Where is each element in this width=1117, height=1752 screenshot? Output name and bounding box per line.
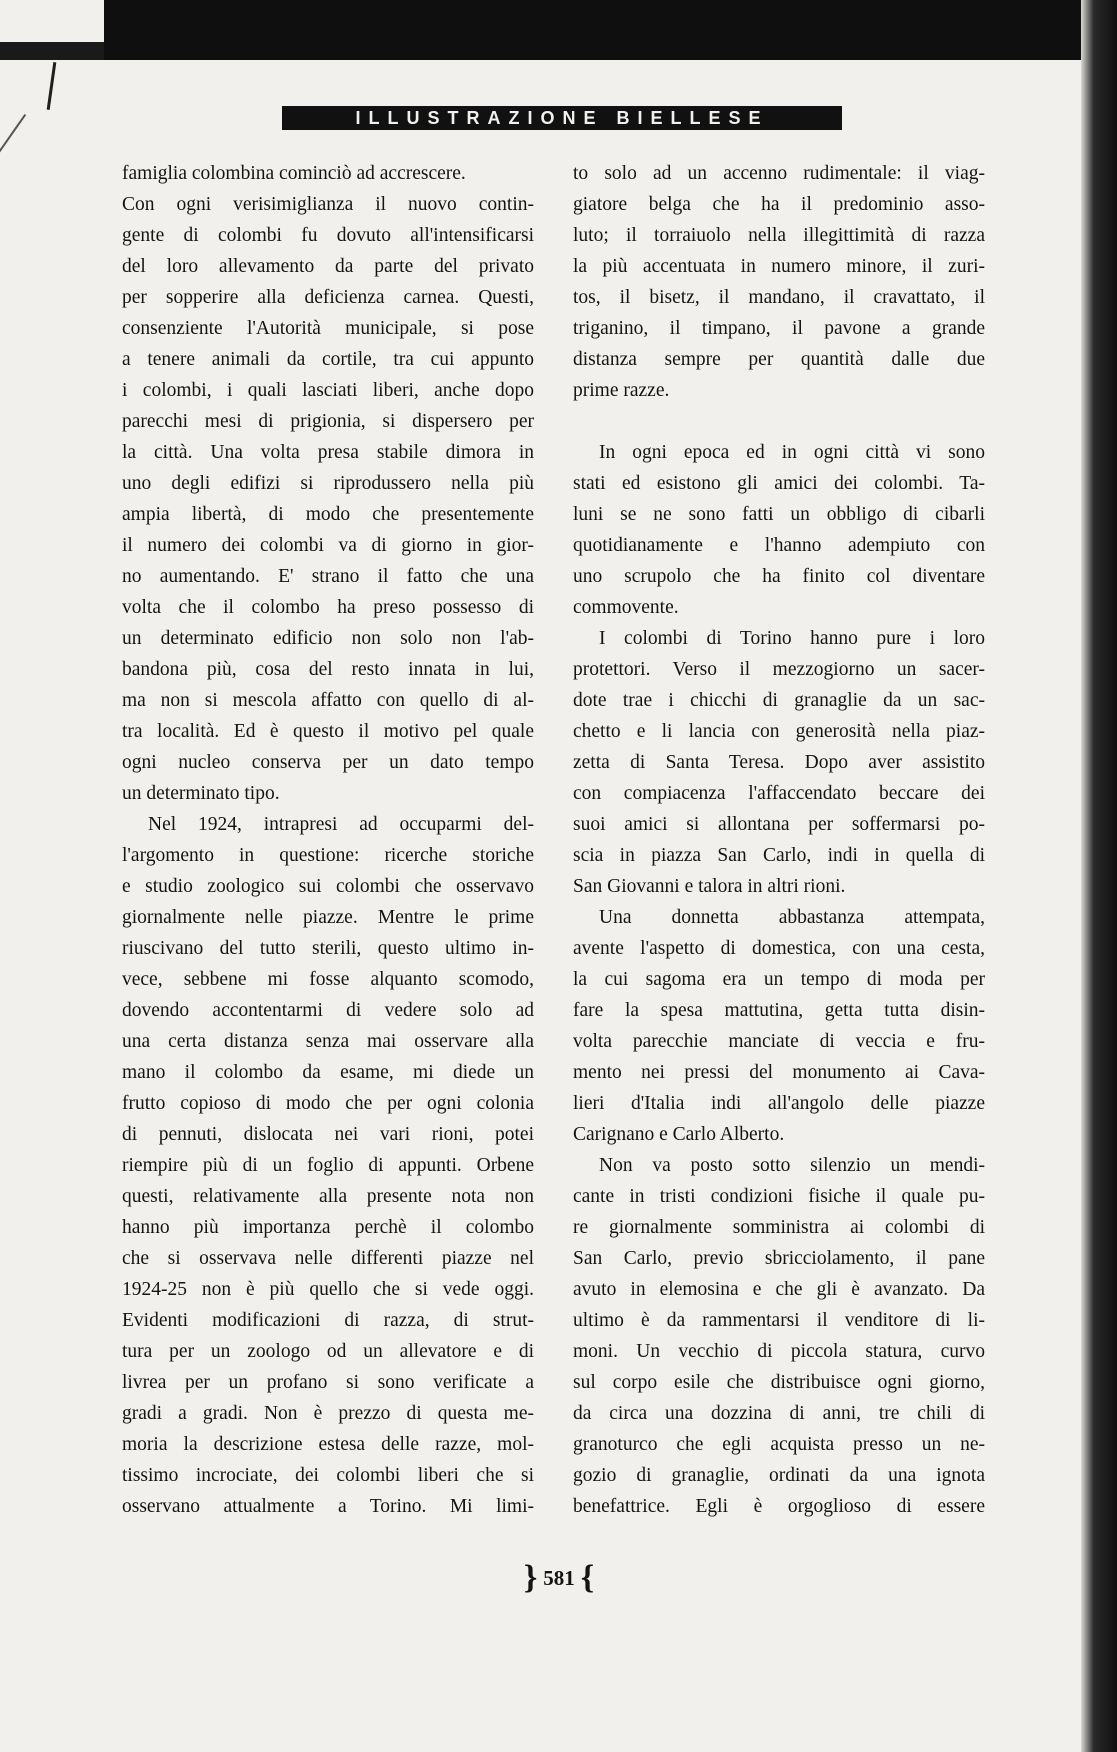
text-line: tura per un zoologo od un allevatore e di — [122, 1341, 534, 1362]
text-line: a tenere animali da cortile, tra cui appunto — [122, 349, 534, 370]
text-line: il numero dei colombi va di giorno in gior- — [122, 535, 534, 556]
text-line: mano il colombo da esame, mi diede un — [122, 1062, 534, 1083]
text-line: osservano attualmente a Torino. Mi limi- — [122, 1496, 534, 1517]
text-line: San Giovanni e talora in altri rioni. — [573, 876, 846, 897]
text-line: che si osservava nelle differenti piazze nel — [122, 1248, 534, 1269]
running-header: ILLUSTRAZIONE BIELLESE — [282, 106, 842, 130]
text-line: 1924-25 non è più quello che si vede oggi. — [122, 1279, 534, 1300]
text-column-right — [573, 158, 985, 1522]
text-line: un determinato edificio non solo non l'ab- — [122, 628, 534, 649]
text-line: Nel 1924, intrapresi ad occuparmi del- — [148, 814, 534, 835]
text-line: parecchi mesi di prigionia, si dispersero per — [122, 411, 534, 432]
text-line: la città. Una volta presa stabile dimora in — [122, 442, 534, 463]
text-line: to solo ad un accenno rudimentale: il viag- — [573, 163, 985, 184]
text-line: uno scrupolo che ha finito col diventare — [573, 566, 985, 587]
text-line: scia in piazza San Carlo, indi in quella di — [573, 845, 985, 866]
text-line: triganino, il timpano, il pavone a grande — [573, 318, 985, 339]
text-line: avuto in elemosina e che gli è avanzato. Da — [573, 1279, 985, 1300]
text-line: la più accentuata in numero minore, il zuri- — [573, 256, 985, 277]
scan-border-top-left — [0, 42, 104, 60]
text-line: lieri d'Italia indi all'angolo delle piazze — [573, 1093, 985, 1114]
text-line: hanno più importanza perchè il colombo — [122, 1217, 534, 1238]
text-line: I colombi di Torino hanno pure i loro — [599, 628, 985, 649]
text-line: ogni nucleo conserva per un dato tempo — [122, 752, 534, 773]
text-line: sul corpo esile che distribuisce ogni giorno, — [573, 1372, 985, 1393]
text-line: Non va posto sotto silenzio un mendi- — [599, 1155, 985, 1176]
text-line: consenziente l'Autorità municipale, si pose — [122, 318, 534, 339]
text-line: gozio di granaglie, ordinati da una ignota — [573, 1465, 985, 1486]
text-line: livrea per un profano si sono verificate a — [122, 1372, 534, 1393]
text-line: tra località. Ed è questo il motivo pel quale — [122, 721, 534, 742]
text-line: granoturco che egli acquista presso un ne- — [573, 1434, 985, 1455]
text-line: re giornalmente somministra ai colombi di — [573, 1217, 985, 1238]
text-line: e studio zoologico sui colombi che osservavo — [122, 876, 534, 897]
text-line: avente l'aspetto di domestica, con una cesta, — [573, 938, 985, 959]
scan-mark-2 — [0, 114, 26, 156]
text-line: quotidianamente e l'hanno adempiuto con — [573, 535, 985, 556]
text-line: giatore belga che ha il predominio asso- — [573, 194, 985, 215]
page-number — [504, 1556, 614, 1596]
text-line: San Carlo, previo sbricciolamento, il pane — [573, 1248, 985, 1269]
text-line: luni se ne sono fatti un obbligo di cibarli — [573, 504, 985, 525]
text-line: riempire più di un foglio di appunti. Orbene — [122, 1155, 534, 1176]
text-line: ampia libertà, di modo che presentemente — [122, 504, 534, 525]
text-line: benefattrice. Egli è orgoglioso di essere — [573, 1496, 985, 1517]
text-line: con compiacenza l'affaccendato beccare dei — [573, 783, 985, 804]
text-line: moria la descrizione estesa delle razze, mol- — [122, 1434, 534, 1455]
text-line: un determinato tipo. — [122, 783, 280, 804]
text-line: del loro allevamento da parte del privato — [122, 256, 534, 277]
text-line: In ogni epoca ed in ogni città vi sono — [599, 442, 985, 463]
text-line: vece, sebbene mi fosse alquanto scomodo, — [122, 969, 534, 990]
text-line: no aumentando. E' strano il fatto che una — [122, 566, 534, 587]
scan-border-right — [1081, 0, 1117, 1752]
text-line: famiglia colombina cominciò ad accrescere. — [122, 163, 466, 184]
text-line: volta che il colombo ha preso possesso di — [122, 597, 534, 618]
text-line — [573, 406, 985, 437]
text-line: l'argomento in questione: ricerche storiche — [122, 845, 534, 866]
text-line: ultimo è da rammentarsi il venditore di li- — [573, 1310, 985, 1331]
text-line: prime razze. — [573, 380, 670, 401]
text-line: una certa distanza senza mai osservare alla — [122, 1031, 534, 1052]
text-line: Evidenti modificazioni di razza, di strut- — [122, 1310, 534, 1331]
scan-mark — [47, 62, 57, 110]
text-line: luto; il torraiuolo nella illegittimità di razza — [573, 225, 985, 246]
text-line: riuscivano del tutto sterili, questo ultimo in- — [122, 938, 534, 959]
text-line: dote trae i chicchi di granaglie da un sac- — [573, 690, 985, 711]
text-line: protettori. Verso il mezzogiorno un sacer- — [573, 659, 985, 680]
text-line: suoi amici si allontana per soffermarsi po- — [573, 814, 985, 835]
text-line: distanza sempre per quantità dalle due — [573, 349, 985, 370]
text-line: di pennuti, dislocata nei vari rioni, potei — [122, 1124, 534, 1145]
text-line: cante in tristi condizioni fisiche il quale pu- — [573, 1186, 985, 1207]
text-line: chetto e li lancia con generosità nella piaz- — [573, 721, 985, 742]
text-line: moni. Un vecchio di piccola statura, curvo — [573, 1341, 985, 1362]
text-line: mento nei pressi del monumento ai Cava- — [573, 1062, 985, 1083]
scan-border-top — [104, 0, 1117, 60]
text-line: per sopperire alla deficienza carnea. Questi, — [122, 287, 534, 308]
text-line: i colombi, i quali lasciati liberi, anche dopo — [122, 380, 534, 401]
text-line: stati ed esistono gli amici dei colombi. Ta- — [573, 473, 985, 494]
text-line: gente di colombi fu dovuto all'intensificarsi — [122, 225, 534, 246]
text-line: la cui sagoma era un tempo di moda per — [573, 969, 985, 990]
text-line: tos, il bisetz, il mandano, il cravattato, il — [573, 287, 985, 308]
ornament-right-icon: { — [580, 1559, 595, 1597]
text-line: gradi a gradi. Non è prezzo di questa me- — [122, 1403, 534, 1424]
text-line: da circa una dozzina di anni, tre chili di — [573, 1403, 985, 1424]
text-line: frutto copioso di modo che per ogni colonia — [122, 1093, 534, 1114]
text-line: Con ogni verisimiglianza il nuovo contin- — [122, 194, 534, 215]
text-line: fare la spesa mattutina, getta tutta disin- — [573, 1000, 985, 1021]
text-line: volta parecchie manciate di veccia e fru- — [573, 1031, 985, 1052]
text-line: bandona più, cosa del resto innata in lui, — [122, 659, 534, 680]
text-line: uno degli edifizi si riprodussero nella più — [122, 473, 534, 494]
text-line: giornalmente nelle piazze. Mentre le prime — [122, 907, 534, 928]
text-line: Una donnetta abbastanza attempata, — [599, 907, 985, 928]
text-line: questi, relativamente alla presente nota non — [122, 1186, 534, 1207]
ornament-left-icon: } — [523, 1559, 538, 1597]
text-line: zetta di Santa Teresa. Dopo aver assistito — [573, 752, 985, 773]
text-line: ma non si mescola affatto con quello di al- — [122, 690, 534, 711]
text-line: commovente. — [573, 597, 679, 618]
text-line: tissimo incrociate, dei colombi liberi che si — [122, 1465, 534, 1486]
text-line: dovendo accontentarmi di vedere solo ad — [122, 1000, 534, 1021]
text-line: Carignano e Carlo Alberto. — [573, 1124, 785, 1145]
page-number-value: 581 — [543, 1566, 575, 1591]
text-column-left — [122, 158, 534, 1522]
